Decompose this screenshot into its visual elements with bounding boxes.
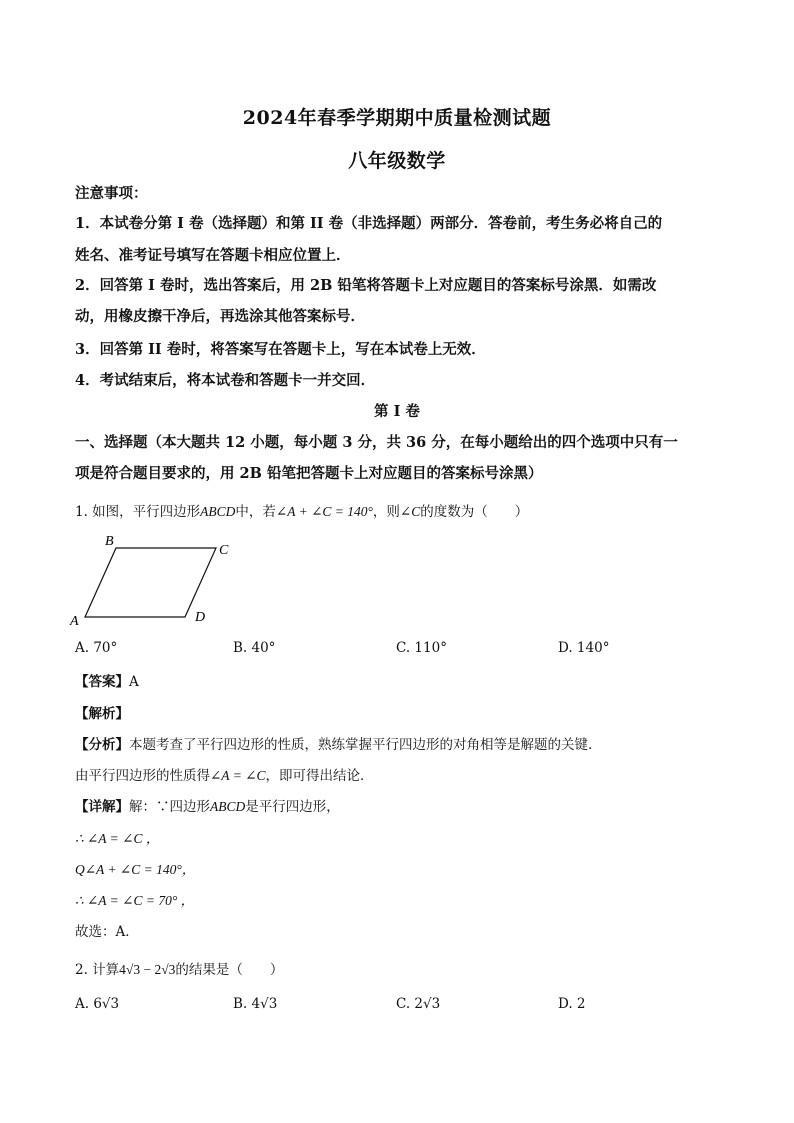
detail-suffix: 是平行四边形， <box>245 799 340 815</box>
q1-option-d: D. 140° <box>558 640 610 656</box>
fenxi-text: 本题考查了平行四边形的性质，熟练掌握平行四边形的对角相等是解题的关键． <box>129 737 602 753</box>
section-heading-line: 一、选择题（本大题共 12 小题，每小题 3 分，共 36 分，在每小题给出的四个选项中只有一 <box>75 434 678 451</box>
vertex-label-a: A <box>70 614 79 629</box>
q1-option-c: C. 110° <box>396 640 447 656</box>
question-2-stem <box>75 958 283 978</box>
q1-stem-condition: ∠A + ∠C = 140° <box>275 504 373 519</box>
vertex-label-c: C <box>219 543 229 558</box>
part-label: 第 I 卷 <box>374 403 420 420</box>
notes-heading: 注意事项： <box>75 185 148 202</box>
q2-option-a: A. 6√3 <box>75 996 120 1012</box>
analysis-tag: 【解析】 <box>75 706 129 722</box>
q1-stem-suffix: 的度数为（ ） <box>420 504 529 520</box>
q2-option-d: D. 2 <box>558 996 586 1012</box>
notes-line: 动，用橡皮擦干净后，再选涂其他答案标号． <box>75 308 365 325</box>
q1-stem-mid: 中，若 <box>235 504 276 520</box>
q1-stem-prefix: 1. 如图，平行四边形 <box>75 504 201 520</box>
q1-analysis-line2 <box>75 764 374 784</box>
notes-line: 1．本试卷分第 I 卷（选择题）和第 II 卷（非选择题）两部分．答卷前，考生务必将自己的 <box>75 215 663 232</box>
section-heading-line: 项是符合题目要求的，用 2B 铅笔把答题卡上对应题目的答案标号涂黑） <box>75 465 543 482</box>
analysis-line2-suffix: ，即可得出结论． <box>265 768 374 784</box>
question-1-stem <box>75 500 528 520</box>
vertex-label-b: B <box>105 534 114 549</box>
q1-fenxi <box>75 733 602 753</box>
q1-step-1: ∴ ∠A = ∠C ， <box>75 831 160 846</box>
answer-tag: 【答案】 <box>75 674 129 690</box>
q1-stem-abcd: ABCD <box>200 504 236 519</box>
q2-option-c: C. 2√3 <box>396 996 441 1012</box>
answer-value: A <box>129 674 139 690</box>
q1-detail <box>75 795 340 815</box>
q2-stem-suffix: 的结果是（ ） <box>175 962 284 978</box>
detail-prefix: 解：∵四边形 <box>129 799 210 815</box>
notes-line: 姓名、准考证号填写在答题卡相应位置上． <box>75 247 351 264</box>
page-subtitle: 八年级数学 <box>348 150 446 172</box>
analysis-line2-math: ∠A = ∠C <box>210 768 266 783</box>
notes-line: 4．考试结束后，将本试卷和答题卡一并交回． <box>75 372 376 389</box>
q1-option-b: B. 40° <box>233 640 276 656</box>
page-title: 2024年春季学期期中质量检测试题 <box>242 107 552 129</box>
analysis-line2-prefix: 由平行四边形的性质得 <box>75 768 210 784</box>
detail-abcd: ABCD <box>210 799 246 814</box>
q1-stem-then: ，则 <box>372 504 400 520</box>
notes-line: 2．回答第 I 卷时，选出答案后，用 2B 铅笔将答题卡上对应题目的答案标号涂黑．如需改 <box>75 277 657 294</box>
parallelogram-figure <box>68 528 238 630</box>
q1-step-2: Q∠A + ∠C = 140°， <box>75 862 196 877</box>
vertex-label-d: D <box>195 610 206 625</box>
parallelogram-shape <box>85 548 216 617</box>
q1-answer <box>75 670 139 690</box>
q1-option-a: A. 70° <box>75 640 118 656</box>
notes-line: 3．回答第 II 卷时，将答案写在答题卡上，写在本试卷上无效． <box>75 341 486 358</box>
q2-stem-expr: 4√3 − 2√3 <box>119 962 176 977</box>
q2-stem-prefix: 2. 计算 <box>75 962 120 978</box>
q1-choose: 故选：A． <box>75 924 139 940</box>
detail-tag: 【详解】 <box>75 799 129 815</box>
q1-step-3: ∴ ∠A = ∠C = 70° ， <box>75 893 195 908</box>
fenxi-tag: 【分析】 <box>75 737 129 753</box>
q2-option-b: B. 4√3 <box>233 996 278 1012</box>
q1-stem-angle: ∠C <box>399 504 421 519</box>
